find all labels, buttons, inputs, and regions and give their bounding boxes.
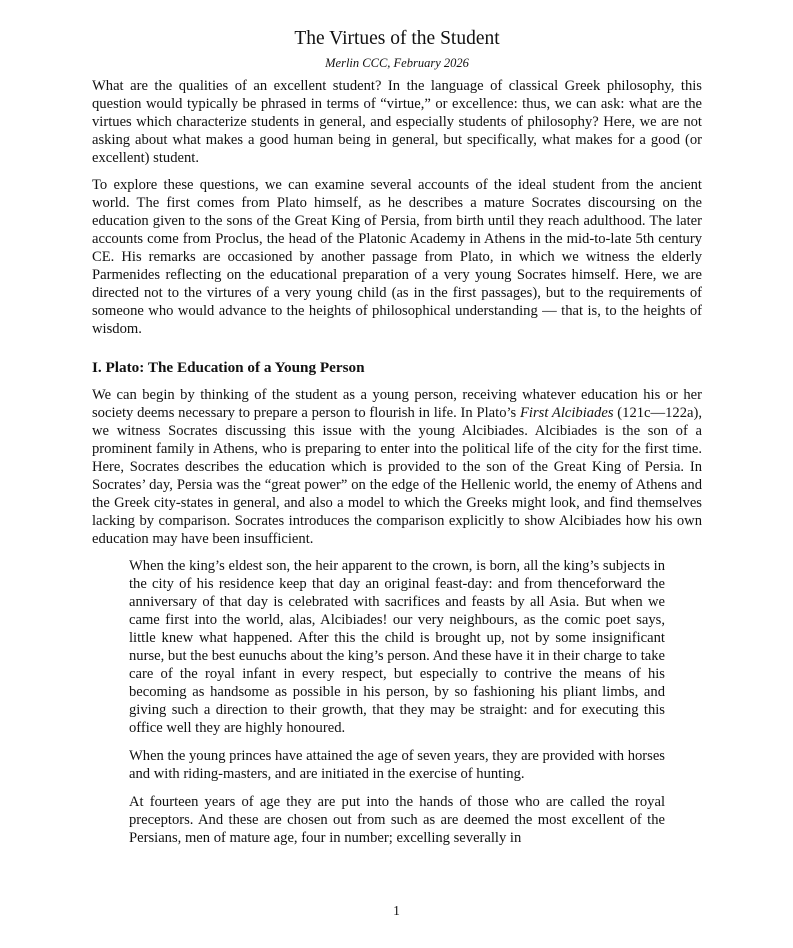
intro-paragraph-2: To explore these questions, we can examine several accounts of the ideal student from the ancient world. The first comes from Plato himself, as he describes a mature Socrates discoursing on the education given to the sons of the Great King of Persia, from birth until they reach adulthood. The later accounts come from Proclus, the head of the Platonic Academy in Athens in the mid-to-late 5th century CE. His remarks are occasioned by another passage from Plato, in which we witness the elderly Parmenides reflecting on the educational preparation of a very young Socrates himself. Here, we are directed not to the virtures of a very young child (as in the first passages), but to the requirements of someone who would advance to the heights of philosophical understanding — that is, to the heights of wisdom. xyxy=(92,177,702,337)
intro-paragraph-1: What are the qualities of an excellent student? In the language of classical Greek philosophy, this question would typically be phrased in terms of “virtue,” or excellence: thus, we can ask: what are the virtues which characterize students in general, and especially students of philosophy? Here, we are not asking about what makes a good human being in general, but specifically, what makes for a good (or excellent) student. xyxy=(92,78,702,166)
section-heading: I. Plato: The Education of a Young Person xyxy=(92,359,365,376)
document-title: The Virtues of the Student xyxy=(294,28,500,49)
block-quote xyxy=(129,557,665,847)
paragraph-text-before-title: We can begin by thinking of the student as a young person, receiving whatever education his or her society deems necessary to prepare a person to flourish in life. In Plato’s xyxy=(92,387,702,421)
paragraph-text-after-title: (121c—122a), we witness Socrates discussing this issue with the young Alcibiades. Alcibiades is the son of a prominent family in Athens, who is preparing to enter into the political life of the city for the first time. Here, Socrates describes the education which is provided to the son of the Great King of Persia. In Socrates’ day, Persia was the “great power” on the edge of the Hellenic world, the enemy of Athens and the Greek city-states in general, and also a model to which the Greeks might look, and find themselves lacking by comparison. Socrates introduces the comparison explicitly to show Alcibiades how his own education may have been insufficient. xyxy=(92,405,702,547)
document-byline: Merlin CCC, February 2026 xyxy=(325,56,469,70)
work-title: First Alcibiades xyxy=(520,405,614,421)
page-number: 1 xyxy=(393,903,400,918)
document-page xyxy=(92,26,702,857)
quote-paragraph-1: When the king’s eldest son, the heir apparent to the crown, is born, all the king’s subjects in the city of his residence keep that day an original feast-day: and from thenceforward the anniversary of that day is celebrated with sacrifices and feasts by all Asia. But when we came first into the world, alas, Alcibiades! our very neighbours, as the comic poet says, little knew what happened. After this the child is brought up, not by some insignificant nurse, but the best eunuchs about the king’s person. And these have it in their charge to take care of the royal infant in every respect, but especially to contrive the means of his becoming as handsome as possible in his person, by so fashioning his pliant limbs, and giving such a direction to their growth, that they may be straight: and for executing this office well they are highly honoured. xyxy=(129,558,665,736)
section-intro-paragraph xyxy=(92,386,702,548)
quote-paragraph-2: When the young princes have attained the age of seven years, they are provided with horses and with riding-masters, and are initiated in the exercise of hunting. xyxy=(129,748,665,782)
quote-paragraph-3: At fourteen years of age they are put into the hands of those who are called the royal preceptors. And these are chosen out from such as are deemed the most excellent of the Persians, men of mature age, four in number; excelling severally in xyxy=(129,794,665,846)
